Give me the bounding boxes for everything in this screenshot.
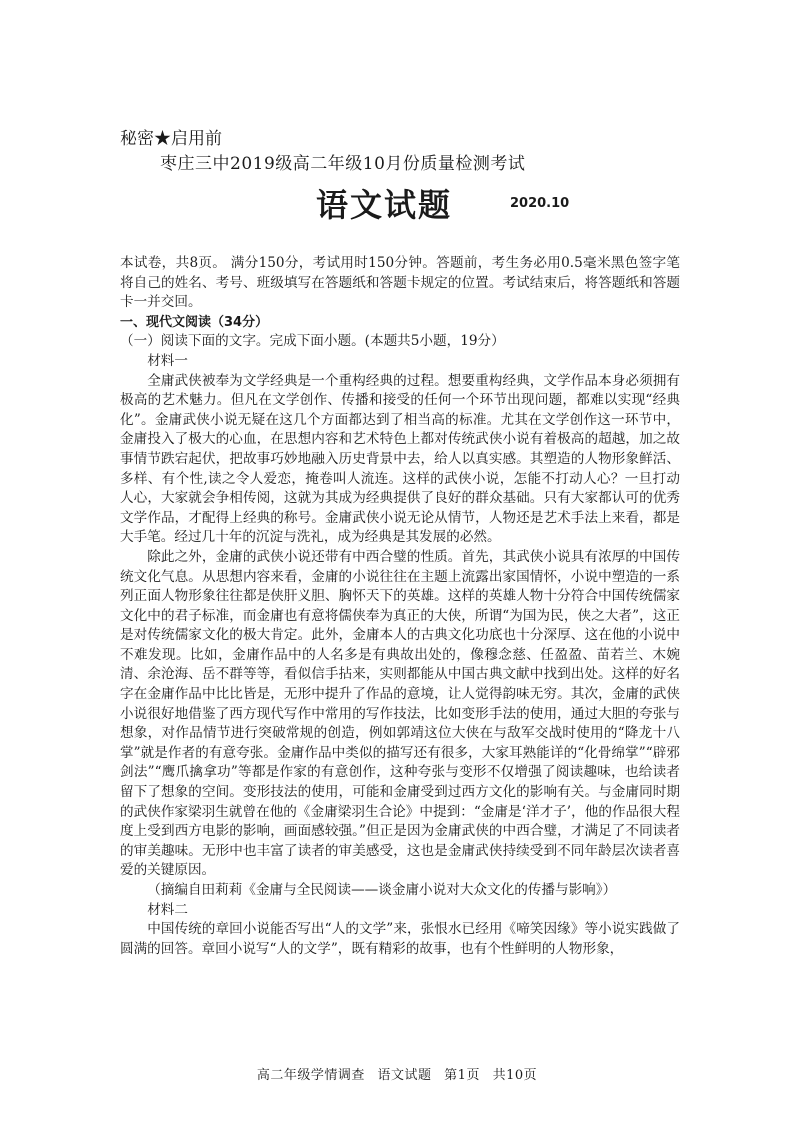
material-label: 材料二 [147, 901, 188, 918]
instructions: 本试卷，共8页。 满分150分，考试用时150分钟。答题前，考生务必用0.5毫米黑色签字笔将自己的姓名、考号、班级填写在答题纸和答题卡规定的位置。考试结束后，将答题纸和答题卡一并交回。 [120, 255, 680, 311]
confidential-label: 秘密★启用前 [120, 129, 222, 149]
footer-total: 共10页 [492, 1068, 538, 1083]
source-citation: （摘编自田莉莉《金庸与全民阅读——谈金庸小说对大众文化的传播与影响》） [147, 882, 617, 898]
exam-date: 2020.10 [510, 196, 570, 211]
section-heading: 一、现代文阅读（34分） [120, 314, 269, 330]
paragraph: 中国传统的章回小说能否写出“人的文学”来，张恨水已经用《啼笑因缘》等小说实践做了圆满的回答。章回小说写“人的文学”，既有精彩的故事，也有个性鲜明的人物形象， [120, 921, 680, 957]
page-footer [0, 1064, 794, 1083]
exam-name: 枣庄三中2019级高二年级10月份质量检测考试 [160, 154, 526, 174]
footer-subject: 语文试题 [377, 1068, 432, 1083]
footer-exam: 高二年级学情调查 [256, 1068, 365, 1083]
material-label: 材料一 [147, 352, 188, 369]
paragraph: 全庸武侠被奉为文学经典是一个重构经典的过程。想要重构经典，文学作品本身必须拥有极高的艺术魅力。但凡在文学创作、传播和接受的任何一个环节出现问题，都难以实现“经典化”。金庸武侠小说无疑在这几个方面都达到了相当高的标准。尤其在文学创作这一环节中，金庸投入了极大的心血，在思想内容和艺术特色上都对传统武侠小说有着极高的超越，加之故事情节跌宕起伏，把故事巧妙地融入历史背景中去，给人以真实感。其塑造的人物形象鲜活、多样、有个性,读之令人爱恋，掩卷叫人流连。这样的武侠小说，怎能不打动人心？一旦打动人心，大家就会争相传阅，这就为其成为经典提供了良好的群众基础。只有大家都认可的优秀文学作品，才配得上经典的称号。金庸武侠小说无论从情节，人物还是艺术手法上来看，都是大手笔。经过几十年的沉淀与洗礼，成为经典是其发展的必然。 [120, 372, 680, 546]
footer-page: 第1页 [444, 1068, 480, 1083]
paper-body [120, 254, 680, 959]
sub-heading: （一）阅读下面的文字。完成下面小题。(本题共5小题，19分） [120, 333, 505, 350]
paper-title: 语文试题 [316, 186, 453, 224]
paragraph: 除此之外，金庸的武侠小说还带有中西合璧的性质。首先，其武侠小说具有浓厚的中国传统文化气息。从思想内容来看，金庸的小说往往在主题上流露出家国情怀，小说中塑造的一系列正面人物形象往往都是侠肝义胆、胸怀天下的英雄。这样的英雄人物十分符合中国传统儒家文化中的君子标准，而金庸也有意将儒侠奉为真正的大侠，所谓“为国为民，侠之大者”，这正是对传统儒家文化的极大肯定。此外，金庸本人的古典文化功底也十分深厚、这在他的小说中不难发现。比如，金庸作品中的人名多是有典故出处的，像穆念慈、任盈盈、苗若兰、木婉清、余沧海、岳不群等等，看似信手拈来，实则都能从中国古典文献中找到出处。这样的好名字在金庸作品中比比皆是，无形中提升了作品的意境，让人觉得韵味无穷。其次，金庸的武侠小说很好地借鉴了西方现代写作中常用的写作技法，比如变形手法的使用，通过大胆的夸张与想象，对作品情节进行突破常规的创造，例如郭靖这位大侠在与敌军交战时使用的“降龙十八掌”就是作者的有意夸张。金庸作品中类似的描写还有很多，大家耳熟能详的“化骨绵掌”“辟邪剑法”“鹰爪擒拿功”等都是作家的有意创作，这种夸张与变形不仅增强了阅读趣味，也给读者留下了想象的空间。变形技法的使用，可能和金庸受到过西方文化的影响有关。与金庸同时期的武侠作家梁羽生就曾在他的《金庸梁羽生合论》中提到：“金庸是‘洋才子’，他的作品很大程度上受到西方电影的影响，画面感较强。”但正是因为金庸武侠的中西合璧，才满足了不同读者的审美趣味。无形中也丰富了读者的审美感受，这也是金庸武侠持续受到不同年龄层次读者喜爱的关键原因。 [120, 548, 680, 879]
